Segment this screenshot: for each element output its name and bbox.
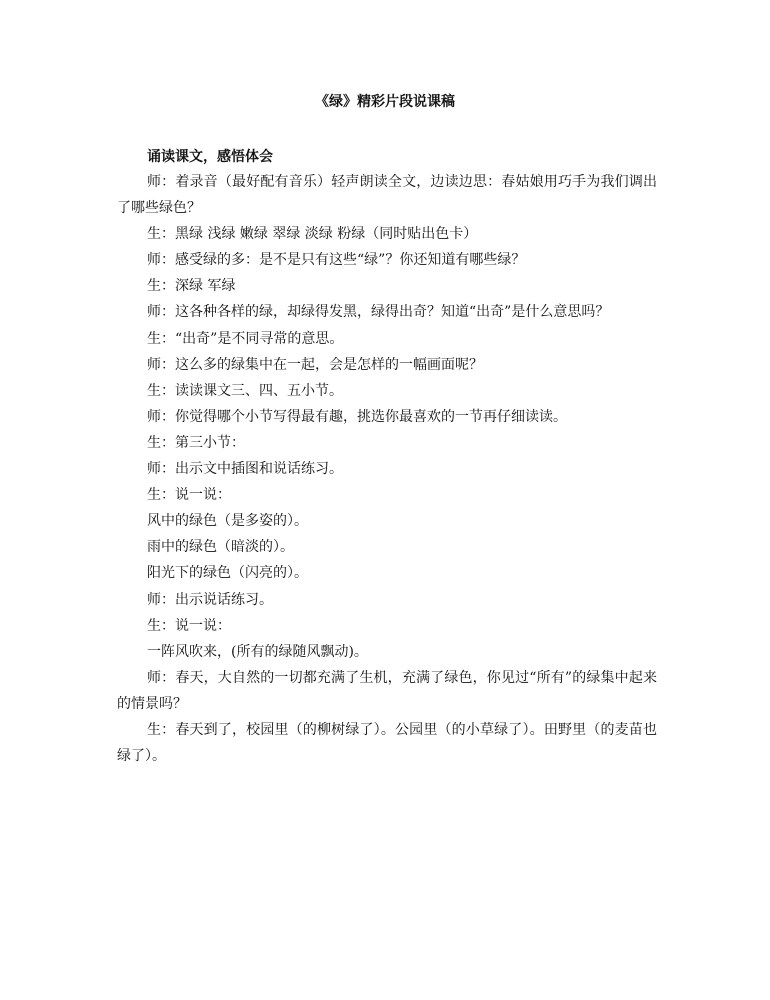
paragraph: 雨中的绿色（暗淡的）。 — [147, 539, 294, 556]
paragraph: 师：这各种各样的绿，却绿得发黑，绿得出奇？知道“出奇”是什么意思吗？ — [147, 304, 610, 321]
paragraph: 生：黑绿 浅绿 嫩绿 翠绿 淡绿 粉绿（同时贴出色卡） — [147, 226, 478, 243]
section-heading: 诵读课文，感悟体会 — [147, 149, 273, 165]
paragraph: 生：第三小节： — [147, 434, 245, 451]
paragraph: 师：你觉得哪个小节写得最有趣，挑选你最喜欢的一节再仔细读读。 — [147, 408, 567, 425]
document-body — [117, 169, 657, 769]
document-title: 《绿》精彩片段说课稿 — [315, 94, 455, 110]
paragraph: 师：出示文中插图和说话练习。 — [147, 461, 343, 478]
paragraph: 生：说一说： — [147, 487, 231, 504]
paragraph: 一阵风吹来，(所有的绿随风飘动)。 — [147, 643, 368, 660]
paragraph: 风中的绿色（是多姿的）。 — [147, 513, 308, 530]
paragraph: 生：“出奇”是不同寻常的意思。 — [147, 330, 344, 347]
paragraph: 师：春天，大自然的一切都充满了生机，充满了绿色，你见过“所有”的绿集中起来的情景吗？ — [117, 669, 657, 712]
paragraph: 师：出示说话练习。 — [147, 591, 273, 608]
paragraph: 生：春天到了，校园里（的柳树绿了）。公园里（的小草绿了）。田野里（的麦苗也绿了）。 — [117, 721, 657, 765]
paragraph: 师：这么多的绿集中在一起，会是怎样的一幅画面呢？ — [147, 356, 483, 373]
paragraph: 生：深绿 军绿 — [147, 278, 236, 295]
paragraph: 师：着录音（最好配有音乐）轻声朗读全文，边读边思：春姑娘用巧手为我们调出了哪些绿色？ — [117, 174, 657, 217]
paragraph: 师：感受绿的多：是不是只有这些“绿”？你还知道有哪些绿？ — [147, 252, 526, 269]
paragraph: 生：说一说： — [147, 617, 231, 634]
paragraph: 生：读读课文三、四、五小节。 — [147, 382, 343, 399]
paragraph: 阳光下的绿色（闪亮的）。 — [147, 565, 308, 582]
